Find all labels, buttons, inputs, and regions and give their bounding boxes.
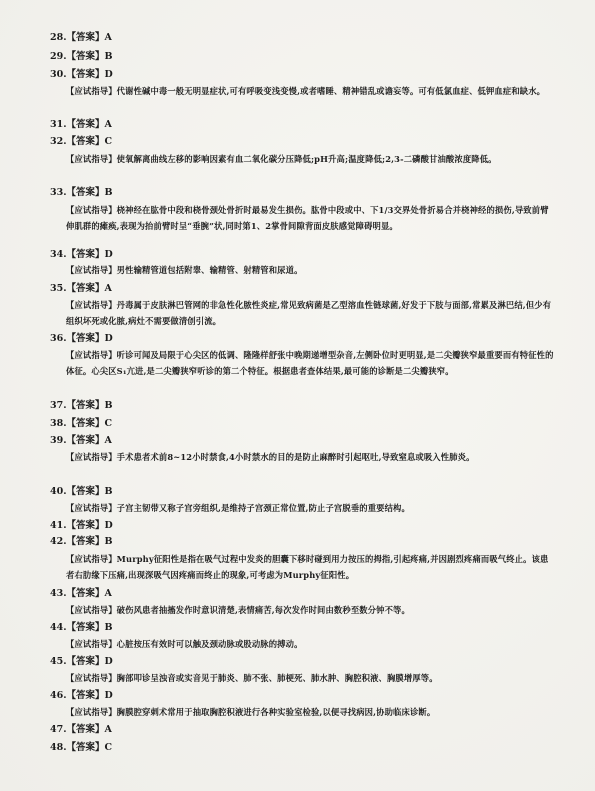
answer-48: 48.【答案】C — [50, 742, 113, 753]
answer-40: 40.【答案】B — [50, 486, 113, 497]
answer-28: 28.【答案】A — [50, 32, 112, 43]
answer-31: 31.【答案】A — [50, 119, 112, 130]
explanation-34: 【应试指导】男性输精管道包括附睾、输精管、射精管和尿道。 — [66, 265, 303, 275]
answer-37: 37.【答案】B — [50, 400, 113, 411]
explanation-42: 【应试指导】Murphy征阳性是指在吸气过程中发炎的胆囊下移时碰到用力按压的拇指,引起疼痛,并因剧烈疼痛而吸气终止。该患者右肋缘下压痛,出现深吸气因疼痛而终止的现象,可考虑为Murphy征阳性。 — [66, 554, 549, 580]
explanation-40: 【应试指导】子宫主韧带又称子宫旁组织,是维持子宫颈正常位置,防止子宫脱垂的重要结构。 — [66, 503, 410, 513]
explanation-33: 【应试指导】桡神经在肱骨中段和桡骨颈处骨折时最易发生损伤。肱骨中段或中、下1/3交界处骨折易合并桡神经的损伤,导致前臂伸肌群的瘫痪,表现为抬前臂时呈“垂腕”状,同时第1、2掌骨间隙背面皮肤感觉障碍明显。 — [66, 205, 549, 231]
explanation-36: 【应试指导】听诊可闻及局限于心尖区的低调、隆隆样舒张中晚期递增型杂音,左侧卧位时更明显,是二尖瓣狭窄最重要而有特征性的体征。心尖区S₁亢进,是二尖瓣狭窄听诊的第二个特征。根据患者查体结果,最可能的诊断是二尖瓣狭窄。 — [66, 350, 554, 376]
answer-46: 46.【答案】D — [50, 690, 113, 701]
answer-33: 33.【答案】B — [50, 187, 113, 198]
explanation-44: 【应试指导】心脏按压有效时可以触及颈动脉或股动脉的搏动。 — [66, 639, 303, 649]
explanation-43: 【应试指导】破伤风患者抽搐发作时意识清楚,表情痛苦,每次发作时间由数秒至数分钟不等。 — [66, 605, 410, 615]
answer-39: 39.【答案】A — [50, 435, 112, 446]
answer-41: 41.【答案】D — [50, 520, 113, 531]
answer-32: 32.【答案】C — [50, 136, 113, 147]
answer-45: 45.【答案】D — [50, 656, 113, 667]
answer-35: 35.【答案】A — [50, 283, 112, 294]
answer-36: 36.【答案】D — [50, 333, 113, 344]
answer-42: 42.【答案】B — [50, 536, 113, 547]
answer-34: 34.【答案】D — [50, 249, 113, 260]
answer-30: 30.【答案】D — [50, 69, 113, 80]
answer-38: 38.【答案】C — [50, 418, 113, 429]
answer-29: 29.【答案】B — [50, 51, 113, 62]
explanation-39: 【应试指导】手术患者术前8~12小时禁食,4小时禁水的目的是防止麻醉时引起呕吐,导致窒息或吸入性肺炎。 — [66, 452, 475, 462]
answer-44: 44.【答案】B — [50, 622, 113, 633]
explanation-30: 【应试指导】代谢性碱中毒一般无明显症状,可有呼吸变浅变慢,或者嗜睡、精神错乱或谵妄等。可有低氯血症、低钾血症和缺水。 — [66, 86, 546, 96]
explanation-45: 【应试指导】胸部叩诊呈浊音或实音见于肺炎、肺不张、肺梗死、肺水肿、胸腔积液、胸膜增厚等。 — [66, 673, 438, 683]
explanation-46: 【应试指导】胸膜腔穿刺术常用于抽取胸腔积液进行各种实验室检验,以便寻找病因,协助临床诊断。 — [66, 707, 436, 717]
answer-43: 43.【答案】A — [50, 588, 112, 599]
explanation-35: 【应试指导】丹毒属于皮肤淋巴管网的非急性化脓性炎症,常见致病菌是乙型溶血性链球菌,好发于下肢与面部,常累及淋巴结,但少有组织坏死或化脓,病灶不需要做清创引流。 — [66, 300, 552, 326]
explanation-32: 【应试指导】使氧解离曲线左移的影响因素有血二氧化碳分压降低;pH升高;温度降低;2,3-二磷酸甘油酸浓度降低。 — [66, 154, 497, 164]
answer-47: 47.【答案】A — [50, 724, 112, 735]
